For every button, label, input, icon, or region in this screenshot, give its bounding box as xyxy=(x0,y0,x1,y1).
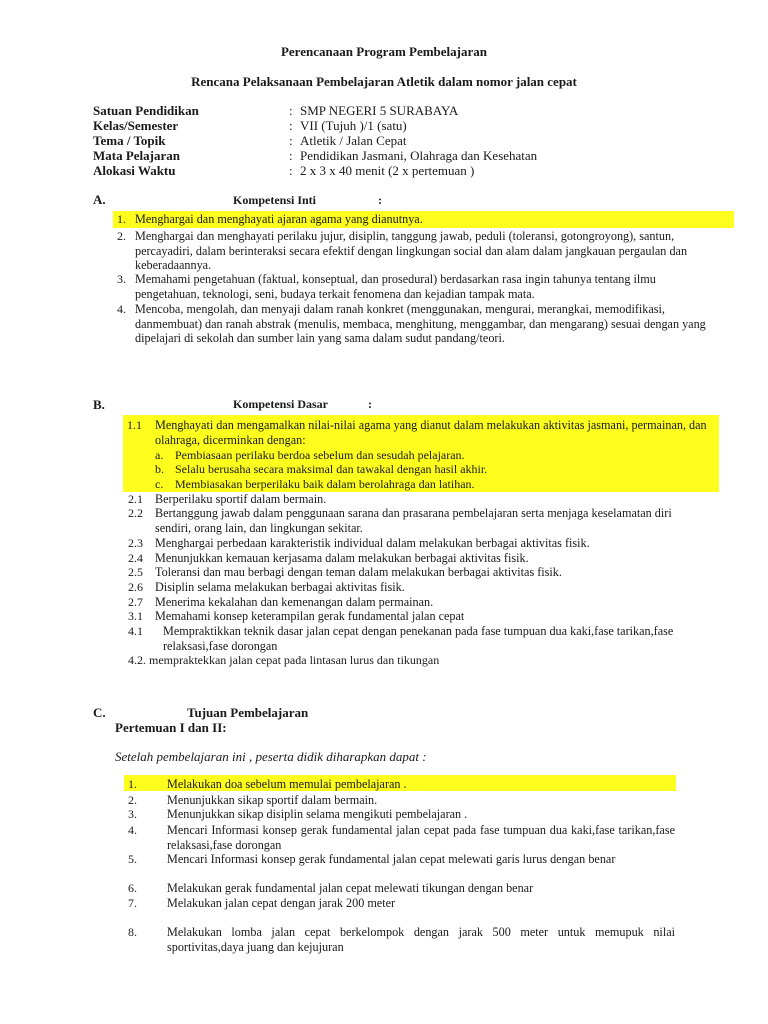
kd-text: Menghayati dan mengamalkan nilai-nilai agama yang dianut dalam melakukan aktivitas jasmani, permainan, dan olahraga, dicerminkan dengan: xyxy=(155,418,707,447)
kd-number: 2.6 xyxy=(128,580,143,594)
list-number: 2. xyxy=(117,229,126,243)
objective-item: Mencari Informasi konsep gerak fundamental jalan cepat pada fase tumpuan dua kaki,fase tarikan,fase relaksasi,fase dorongan xyxy=(167,823,675,852)
list-item: Memahami pengetahuan (faktual, konseptual, dan prosedural) berdasarkan rasa ingin tahunya tentang ilmu pengetahuan, teknologi, seni, budaya terkait fenomena dan kejadian tampak mata. xyxy=(135,272,656,301)
objective-item: Menunjukkan sikap sportif dalam bermain. xyxy=(167,793,378,807)
list-number: 1. xyxy=(117,212,126,226)
objective-number: 3. xyxy=(128,807,137,821)
identity-separator: : xyxy=(289,148,293,163)
section-a-letter: A. xyxy=(93,192,106,207)
objective-number: 8. xyxy=(128,925,137,939)
kd-item-last: 4.2. mempraktekkan jalan cepat pada lintasan lurus dan tikungan xyxy=(128,653,440,667)
list-number: 3. xyxy=(117,272,126,286)
list-number: 4. xyxy=(117,302,126,316)
list-item: Mencoba, mengolah, dan menyaji dalam ranah konkret (menggunakan, mengurai, merangkai, memodifikasi, danmembuat) dan ranah abstrak (menulis, membaca, menghitung, menggambar, dan mengarang) sesuai dengan yang dipelajari di sekolah dan sumber lain yang sama dalam sudut pandang/teori. xyxy=(135,302,706,346)
kd-number: 2.3 xyxy=(128,536,143,550)
kd-number: 1.1 xyxy=(127,418,142,432)
kd-subitem: Selalu berusaha secara maksimal dan tawakal dengan hasil akhir. xyxy=(175,462,488,476)
identity-separator: : xyxy=(289,103,293,118)
identity-label: Kelas/Semester xyxy=(93,118,179,133)
section-b-title: Kompetensi Dasar xyxy=(233,397,328,411)
document-subtitle: Rencana Pelaksanaan Pembelajaran Atletik dalam nomor jalan cepat xyxy=(191,74,577,89)
kd-item: Toleransi dan mau berbagi dengan teman dalam melakukan berbagai aktivitas fisik. xyxy=(155,565,562,579)
document-title: Perencanaan Program Pembelajaran xyxy=(280,44,488,59)
kd-item: Menghargai perbedaan karakteristik individual dalam melakukan berbagai aktivitas fisik. xyxy=(155,536,590,550)
kd-number: 2.2 xyxy=(128,506,143,520)
kd-number: 3.1 xyxy=(128,609,143,623)
identity-value: SMP NEGERI 5 SURABAYA xyxy=(300,103,459,118)
objective-item: Melakukan lomba jalan cepat berkelompok dengan jarak 500 meter untuk memupuk nilai sportivitas,daya juang dan kejujuran xyxy=(167,925,675,954)
kd-number: 2.1 xyxy=(128,492,143,506)
kd-subitem: Membiasakan berperilaku baik dalam berolahraga dan latihan. xyxy=(175,477,475,491)
kd-subitem: Pembiasaan perilaku berdoa sebelum dan sesudah pelajaran. xyxy=(175,448,465,462)
section-a-colon: : xyxy=(378,193,382,207)
objective-item: Menunjukkan sikap disiplin selama mengikuti pembelajaran . xyxy=(167,807,468,821)
objective-number: 5. xyxy=(128,852,137,866)
objective-item: Mencari Informasi konsep gerak fundamental jalan cepat melewati garis lurus dengan benar xyxy=(167,852,616,866)
objective-number: 4. xyxy=(128,823,137,837)
objective-item: Melakukan gerak fundamental jalan cepat melewati tikungan dengan benar xyxy=(167,881,534,895)
identity-label: Satuan Pendidikan xyxy=(93,103,199,118)
identity-value: VII (Tujuh )/1 (satu) xyxy=(300,118,407,133)
kd-item: Bertanggung jawab dalam penggunaan sarana dan prasarana pembelajaran serta menjaga keselamatan diri sendiri, orang lain, dan lingkungan sekitar. xyxy=(155,506,672,535)
objective-number: 6. xyxy=(128,881,137,895)
objective-number: 1. xyxy=(128,777,137,791)
kd-item: Menunjukkan kemauan kerjasama dalam melakukan berbagai aktivitas fisik. xyxy=(155,551,529,565)
objectives-intro: Setelah pembelajaran ini , peserta didik diharapkan dapat : xyxy=(115,749,427,764)
objective-item: Melakukan jalan cepat dengan jarak 200 meter xyxy=(167,896,396,910)
kd-item: Mempraktikkan teknik dasar jalan cepat dengan penekanan pada fase tumpuan dua kaki,fase tarikan,fase relaksasi,fase dorongan xyxy=(163,624,674,653)
kd-subitem-letter: a. xyxy=(155,448,164,462)
objective-number: 2. xyxy=(128,793,137,807)
kd-item: Memahami konsep keterampilan gerak fundamental jalan cepat xyxy=(155,609,465,623)
kd-number: 2.5 xyxy=(128,565,143,579)
identity-value: 2 x 3 x 40 menit (2 x pertemuan ) xyxy=(300,163,475,178)
identity-label: Tema / Topik xyxy=(93,133,166,148)
identity-separator: : xyxy=(289,118,293,133)
kd-item: Menerima kekalahan dan kemenangan dalam permainan. xyxy=(155,595,434,609)
identity-value: Atletik / Jalan Cepat xyxy=(300,133,407,148)
identity-value: Pendidikan Jasmani, Olahraga dan Kesehatan xyxy=(300,148,538,163)
identity-label: Alokasi Waktu xyxy=(93,163,176,178)
kd-subitem-letter: b. xyxy=(155,462,164,476)
identity-label: Mata Pelajaran xyxy=(93,148,181,163)
identity-separator: : xyxy=(289,133,293,148)
kd-number: 2.4 xyxy=(128,551,143,565)
kd-item: Berperilaku sportif dalam bermain. xyxy=(155,492,327,506)
kd-number: 4.1 xyxy=(128,624,143,638)
section-a-title: Kompetensi Inti xyxy=(233,193,317,207)
section-c-letter: C. xyxy=(93,705,106,720)
section-b-colon: : xyxy=(368,397,372,411)
objective-number: 7. xyxy=(128,896,137,910)
identity-separator: : xyxy=(289,163,293,178)
list-item: Menghargai dan menghayati ajaran agama yang dianutnya. xyxy=(135,212,423,226)
kd-number: 2.7 xyxy=(128,595,143,609)
section-b-letter: B. xyxy=(93,397,105,412)
kd-subitem-letter: c. xyxy=(155,477,164,491)
list-item: Menghargai dan menghayati perilaku jujur, disiplin, tanggung jawab, peduli (toleransi, gotongroyong), santun, percayadiri, dalam berinteraksi secara efektif dengan lingkungan social dan alam dalam jangkauan pergaulan dan keberadaannya. xyxy=(135,229,688,273)
kd-item: Disiplin selama melakukan berbagai aktivitas fisik. xyxy=(155,580,405,594)
objective-item: Melakukan doa sebelum memulai pembelajaran . xyxy=(167,777,407,791)
section-c-title: Tujuan Pembelajaran xyxy=(187,705,309,720)
meeting-label: Pertemuan I dan II: xyxy=(115,720,227,735)
